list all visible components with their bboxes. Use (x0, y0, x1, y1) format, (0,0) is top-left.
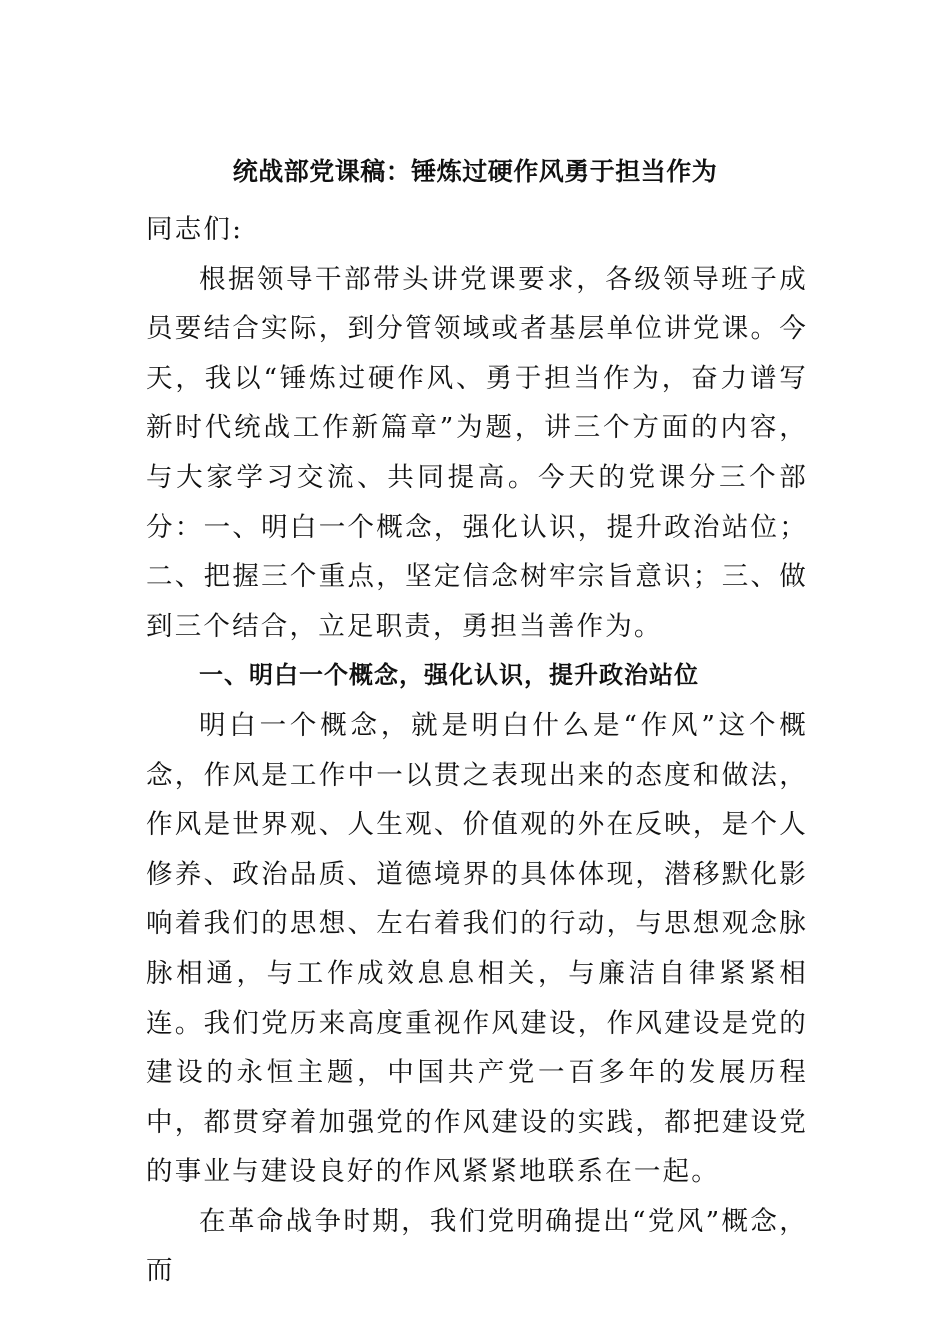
section1-paragraph-1: 明白一个概念，就是明白什么是“作风”这个概念，作风是工作中一以贯之表现出来的态度和做法，作风是世界观、人生观、价值观的外在反映，是个人修养、政治品质、道德境界的具体体现，潜移默化影响着我们的思想、左右着我们的行动，与思想观念脉脉相通，与工作成效息息相关，与廉洁自律紧紧相连。我们党历来高度重视作风建设，作风建设是党的建设的永恒主题，中国共产党一百多年的发展历程中，都贯穿着加强党的作风建设的实践，都把建设党的事业与建设良好的作风紧紧地联系在一起。 (146, 709, 808, 1188)
section-heading-1: 一、明白一个概念，强化认识，提升政治站位 (199, 661, 699, 690)
section1-paragraph-2: 在革命战争时期，我们党明确提出“党风”概念，而 (146, 1205, 808, 1287)
document-body (146, 205, 808, 1296)
document-title: 统战部党课稿：锤炼过硬作风勇于担当作为 (232, 157, 718, 186)
salutation: 同志们: (146, 214, 244, 245)
intro-paragraph: 根据领导干部带头讲党课要求，各级领导班子成员要结合实际，到分管领域或者基层单位讲党课。今天，我以“锤炼过硬作风、勇于担当作为，奋力谱写新时代统战工作新篇章”为题，讲三个方面的内容，与大家学习交流、共同提高。今天的党课分三个部分：一、明白一个概念，强化认识，提升政治站位；二、把握三个重点，坚定信念树牢宗旨意识；三、做到三个结合，立足职责，勇担当善作为。 (146, 263, 808, 642)
